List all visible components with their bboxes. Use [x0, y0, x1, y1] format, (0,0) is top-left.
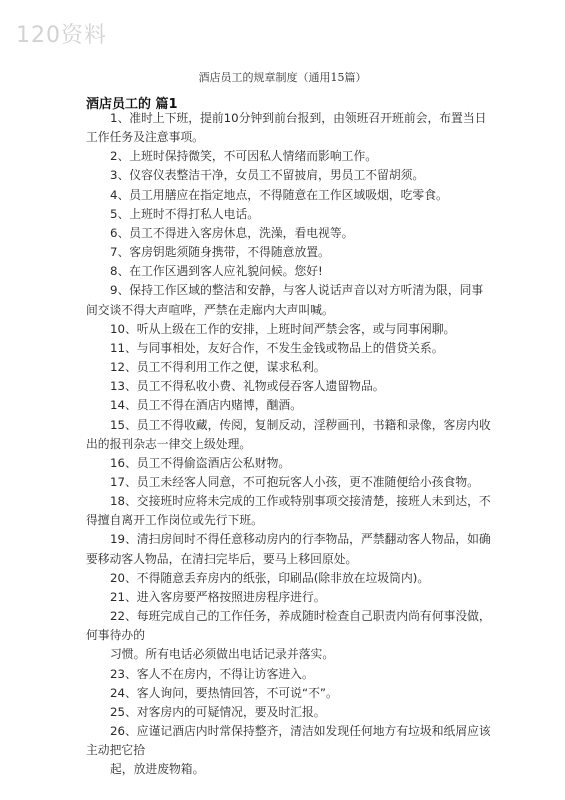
rule-text: 4、员工用膳应在指定地点，不得随意在工作区域吸烟，吃零食。	[110, 187, 448, 202]
rule-item	[86, 377, 494, 396]
watermark: 120资料	[16, 23, 107, 48]
rule-item	[86, 454, 494, 473]
rule-text: 11、与同事相处，友好合作，不发生金钱或物品上的借贷关系。	[110, 340, 444, 355]
rule-item	[86, 492, 494, 530]
rule-item	[86, 722, 494, 779]
rule-text: 17、员工未经客人同意，不可抱玩客人小孩，更不准随便给小孩食物。	[110, 474, 479, 489]
rule-text: 12、员工不得利用工作之便，谋求私利。	[110, 360, 326, 375]
rule-text: 3、仪容仪表整洁干净，女员工不留披肩，男员工不留胡须。	[110, 168, 425, 183]
rule-text: 19、清扫房间时不得任意移动房内的行李物品，严禁翻动客人物品，如确要移动客人物品，在清扫完毕后，要马上移回原处。	[86, 532, 491, 566]
rule-text: 16、员工不得偷盗酒店公私财物。	[110, 455, 291, 470]
rule-item	[86, 684, 494, 703]
rule-text: 13、员工不得私收小费、礼物或侵吞客人遗留物品。	[110, 379, 385, 394]
rule-item	[86, 473, 494, 492]
rule-item	[86, 186, 494, 205]
rule-item	[86, 588, 494, 607]
rule-continuation: 起，放进废物箱。	[110, 762, 205, 777]
rule-item	[86, 243, 494, 262]
rule-text: 5、上班时不得打私人电话。	[110, 206, 260, 221]
rule-continuation: 习惯。所有电话必须做出电话记录并落实。	[110, 647, 335, 662]
rule-item	[86, 166, 494, 185]
rule-text: 14、员工不得在酒店内赌博，酗酒。	[110, 398, 302, 413]
rule-text: 2、上班时保持微笑，不可因私人情绪而影响工作。	[110, 149, 378, 164]
rule-text: 6、员工不得进入客房休息，洗澡，看电视等。	[110, 225, 354, 240]
rule-text: 24、客人询问，要热情回答，不可说“不”。	[110, 685, 338, 700]
rule-text: 9、保持工作区域的整洁和安静，与客人说话声音以对方听清为限，同事间交谈不得大声喧哗，严禁在走廊内大声叫喊。	[86, 283, 484, 317]
rule-text: 26、应谨记酒店内时常保持整齐，清洁如发现任何地方有垃圾和纸屑应该主动把它拾	[86, 724, 491, 758]
rule-text: 18、交接班时应将未完成的工作或特别事项交接清楚，接班人未到达，不得擅自离开工作岗位或先行下班。	[86, 494, 491, 528]
rule-text: 20、不得随意丢弃房内的纸张，印刷品(除非放在垃圾筒内)。	[110, 570, 430, 585]
section-heading: 酒店员工的 篇1	[86, 97, 178, 112]
rule-item	[86, 262, 494, 281]
rule-item	[86, 703, 494, 722]
rule-text: 10、听从上级在工作的安排，上班时间严禁会客，或与同事闲聊。	[110, 321, 456, 336]
rule-text: 15、员工不得收藏，传阅，复制反动，淫秽画刊，书籍和录像，客房内收出的报刊杂志一律交上级处理。	[86, 417, 491, 451]
rule-text: 25、对客房内的可疑情况，要及时汇报。	[110, 704, 326, 719]
rule-text: 1、准时上下班，提前10分钟到前台报到，由领班召开班前会，布置当日工作任务及注意事项。	[86, 111, 487, 145]
rule-text: 7、客房钥匙须随身携带，不得随意放置。	[110, 245, 330, 260]
rule-item	[86, 530, 494, 568]
rule-text: 23、客人不在房内，不得让访客进入。	[110, 666, 314, 681]
rule-item	[86, 358, 494, 377]
rule-text: 22、每班完成自己的工作任务，养成随时检查自己职责内尚有何事没做，何事待办的	[86, 609, 491, 643]
rule-item	[86, 607, 494, 664]
rule-item	[86, 109, 494, 147]
rule-item	[86, 416, 494, 454]
rule-item	[86, 665, 494, 684]
rule-item	[86, 339, 494, 358]
rule-item	[86, 320, 494, 339]
rule-text: 8、在工作区遇到客人应礼貌问候。您好!	[110, 264, 323, 279]
rules-list	[86, 109, 494, 779]
document-title: 酒店员工的规章制度（通用15篇）	[198, 71, 367, 84]
rule-item	[86, 396, 494, 415]
rule-item	[86, 205, 494, 224]
rule-item	[86, 147, 494, 166]
rule-item	[86, 281, 494, 319]
rule-item	[86, 224, 494, 243]
rule-text: 21、进入客房要严格按照进房程序进行。	[110, 589, 326, 604]
rule-item	[86, 569, 494, 588]
